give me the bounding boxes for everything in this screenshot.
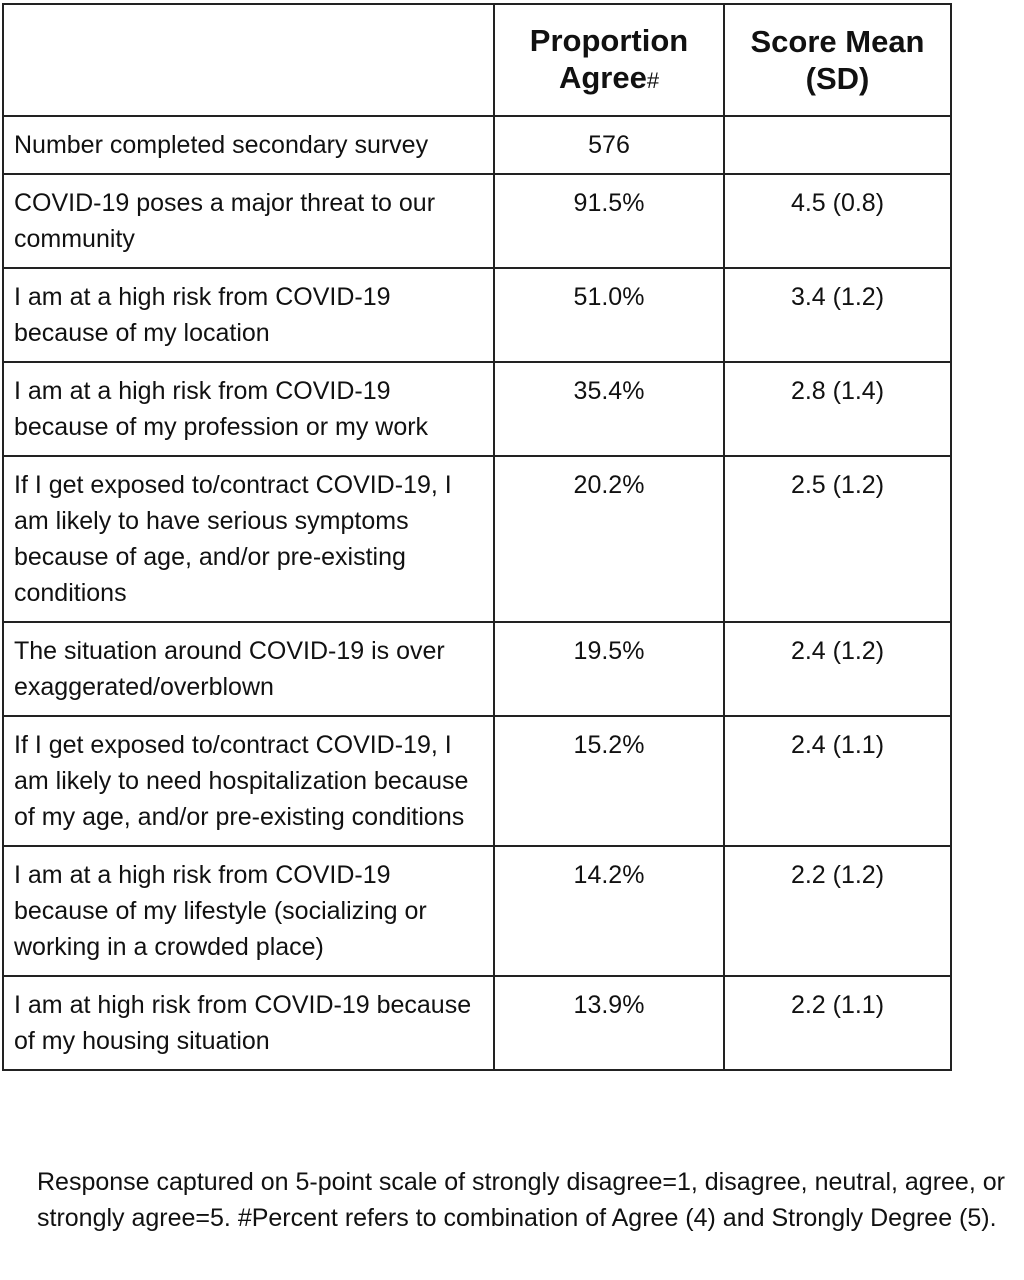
score-cell: 2.4 (1.1) — [724, 716, 951, 846]
score-mean-header — [724, 4, 951, 116]
proportion-cell: 576 — [494, 116, 724, 174]
results-table-container — [2, 3, 952, 1071]
statement-cell: I am at a high risk from COVID-19 because of my profession or my work — [3, 362, 494, 456]
score-cell: 3.4 (1.2) — [724, 268, 951, 362]
score-header-line2: (SD) — [805, 61, 870, 96]
proportion-cell: 14.2% — [494, 846, 724, 976]
statement-cell: The situation around COVID-19 is over exaggerated/overblown — [3, 622, 494, 716]
table-row — [3, 846, 951, 976]
score-header-line1: Score Mean — [750, 24, 925, 59]
proportion-cell: 35.4% — [494, 362, 724, 456]
table-row — [3, 268, 951, 362]
proportion-agree-header — [494, 4, 724, 116]
table-row — [3, 716, 951, 846]
proportion-header-line1: Proportion — [529, 22, 689, 58]
statement-cell: I am at a high risk from COVID-19 because of my location — [3, 268, 494, 362]
statement-header — [3, 4, 494, 116]
statement-cell: COVID-19 poses a major threat to our community — [3, 174, 494, 268]
proportion-cell: 20.2% — [494, 456, 724, 622]
proportion-cell: 51.0% — [494, 268, 724, 362]
score-cell: 2.8 (1.4) — [724, 362, 951, 456]
statement-cell: If I get exposed to/contract COVID-19, I am likely to need hospitalization because of my age, and/or pre-existing conditions — [3, 716, 494, 846]
table-footnote: Response captured on 5-point scale of strongly disagree=1, disagree, neutral, agree, or strongly agree=5. #Percent refers to combination of Agree (4) and Strongly Degree (5). — [37, 1168, 1005, 1232]
table-row — [3, 622, 951, 716]
statement-cell: If I get exposed to/contract COVID-19, I am likely to have serious symptoms because of age, and/or pre-existing conditions — [3, 456, 494, 622]
statement-cell: I am at a high risk from COVID-19 because of my lifestyle (socializing or working in a crowded place) — [3, 846, 494, 976]
proportion-cell: 19.5% — [494, 622, 724, 716]
table-row — [3, 976, 951, 1070]
score-cell: 2.2 (1.1) — [724, 976, 951, 1070]
proportion-header-mark: # — [646, 67, 660, 93]
statement-cell: I am at high risk from COVID-19 because of my housing situation — [3, 976, 494, 1070]
table-row — [3, 456, 951, 622]
score-cell: 2.2 (1.2) — [724, 846, 951, 976]
score-cell — [724, 116, 951, 174]
proportion-cell: 13.9% — [494, 976, 724, 1070]
table-row — [3, 116, 951, 174]
score-cell: 4.5 (0.8) — [724, 174, 951, 268]
statement-cell: Number completed secondary survey — [3, 116, 494, 174]
results-table — [2, 3, 952, 1071]
proportion-cell: 15.2% — [494, 716, 724, 846]
proportion-header-line2: Agree — [558, 59, 647, 95]
table-row — [3, 362, 951, 456]
table-header-row — [3, 4, 951, 116]
score-cell: 2.5 (1.2) — [724, 456, 951, 622]
proportion-cell: 91.5% — [494, 174, 724, 268]
score-cell: 2.4 (1.2) — [724, 622, 951, 716]
table-row — [3, 174, 951, 268]
